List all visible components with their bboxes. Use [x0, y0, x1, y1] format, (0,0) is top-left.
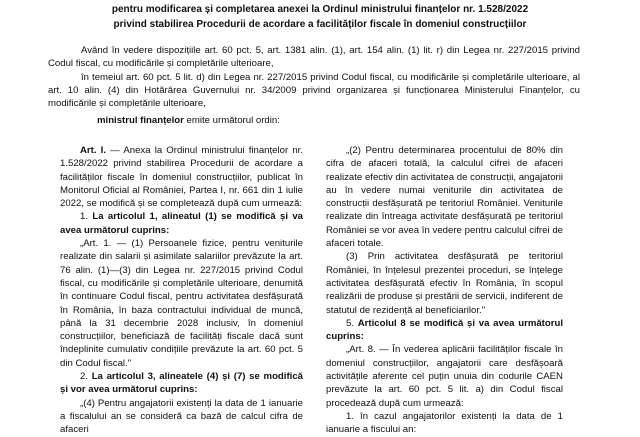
- preamble-paragraph-2: în temeiul art. 60 pct. 5 lit. d) din Legea nr. 227/2015 privind Codul fiscal, cu modificările și completările ulterioare, al art. 10 alin. (4) din Hotărârea Guvernului nr. 34/2009 privind organizarea și funcționarea Ministerului Finanțelor, cu modificările și completările ulterioare,: [48, 71, 580, 110]
- document-title: [0, 2, 640, 32]
- right-column: [326, 144, 563, 437]
- issuer-statement: [97, 114, 280, 127]
- left-column: [60, 144, 303, 437]
- preamble: [48, 44, 580, 110]
- paragraph-3: (3) Prin activitatea desfășurată pe teritoriul României, în înțelesul prezentei proceduri, se înțelege activitatea desfășurată efectiv în România, în scopul realizării de produse și prestării de servicii, indiferent de statutul de rezidență al beneficiarilor.": [326, 251, 563, 316]
- point-1-text: „Art. 1. — (1) Persoanele fizice, pentru veniturile realizate din salarii și asimilate salariilor prevăzute la art. 76 alin. (1)—(3) din Legea nr. 227/2015 privind Codul fiscal, cu modificările și completările ulterioare, denumită în continuare Codul fiscal, pentru activitatea desfășurată în România, în baza contractului individual de muncă, până la 31 decembrie 2028 inclusiv, în domeniul construcțiilor, beneficiază de facilități fiscale dacă sunt îndeplinite cumulativ condițiile prevăzute la art. 60 pct. 5 din Codul fiscal.": [60, 238, 303, 369]
- point-5-heading: [326, 317, 563, 344]
- issuer-name: ministrul finanțelor: [97, 115, 184, 126]
- point-2-heading: [60, 370, 303, 397]
- title-line-2: privind stabilirea Procedurii de acordare a facilităților fiscale în domeniul construcțiilor: [113, 19, 527, 30]
- article-1: [60, 144, 303, 210]
- title-line-1: pentru modificarea și completarea anexei la Ordinul ministrului finanțelor nr. 1.528/2022: [111, 4, 529, 15]
- preamble-paragraph-1: Având în vedere dispozițiile art. 60 pct. 5, art. 1381 alin. (1), art. 154 alin. (1) lit. r) din Legea nr. 227/2015 privind Codul fiscal, cu modificările și completările ulterioare,: [48, 45, 580, 70]
- point-2-text: „(4) Pentru angajatorii existenți la data de 1 ianuarie a fiscalului an se consideră ca bază de calcul cifra de afaceri: [60, 397, 303, 436]
- paragraph-2: „(2) Pentru determinarea procentului de 80% din cifra de afaceri totală, la calculul cifrei de afaceri realizate efectiv din activitatea de construcții, angajatorii au în vedere numai veniturile din activitatea de construcții desfășurată pe teritoriul României. Veniturile realizate din întreaga activitate desfășurată pe teritoriul României se vor avea în vedere pentru calculul cifrei de afaceri totale.: [326, 145, 563, 250]
- point-5-title: Articolul 8 se modifică și va avea următorul cuprins:: [326, 317, 563, 343]
- point-5-number: 5.: [346, 317, 358, 329]
- point-2-title: La articolul 3, alineatele (4) și (7) se modifică și vor avea următorul cuprins:: [60, 371, 303, 396]
- point-1-heading: [60, 210, 303, 237]
- article-8-text: „Art. 8. — În vederea aplicării facilităților fiscale în domeniul construcțiilor, angajatorii care desfășoară activitățile aferente cel puțin unuia din codurile CAEN prevăzute la art. 60 pct. 5 lit. a) din Codul fiscal procedează după cum urmează:: [326, 344, 563, 409]
- article-1-label: Art. I.: [80, 145, 106, 156]
- point-1-number: 1.: [80, 211, 93, 223]
- issuer-text: emite următorul ordin:: [183, 115, 280, 126]
- point-2-number: 2.: [80, 371, 92, 383]
- point-1-title: La articolul 1, alineatul (1) se modifică și va avea următorul cuprins:: [60, 211, 303, 236]
- article-1-text: — Anexa la Ordinul ministrului finanțelor nr. 1.528/2022 privind stabilirea Procedurii de acordare a facilităților fiscale în domeniul construcțiilor, publicat în Monitorul Oficial al României, Partea I, nr. 661 din 1 iulie 2022, se modifică și se completează după cum urmează:: [60, 145, 303, 210]
- article-8-item-1: 1. în cazul angajatorilor existenți la data de 1 ianuarie a fiscului an:: [326, 410, 563, 436]
